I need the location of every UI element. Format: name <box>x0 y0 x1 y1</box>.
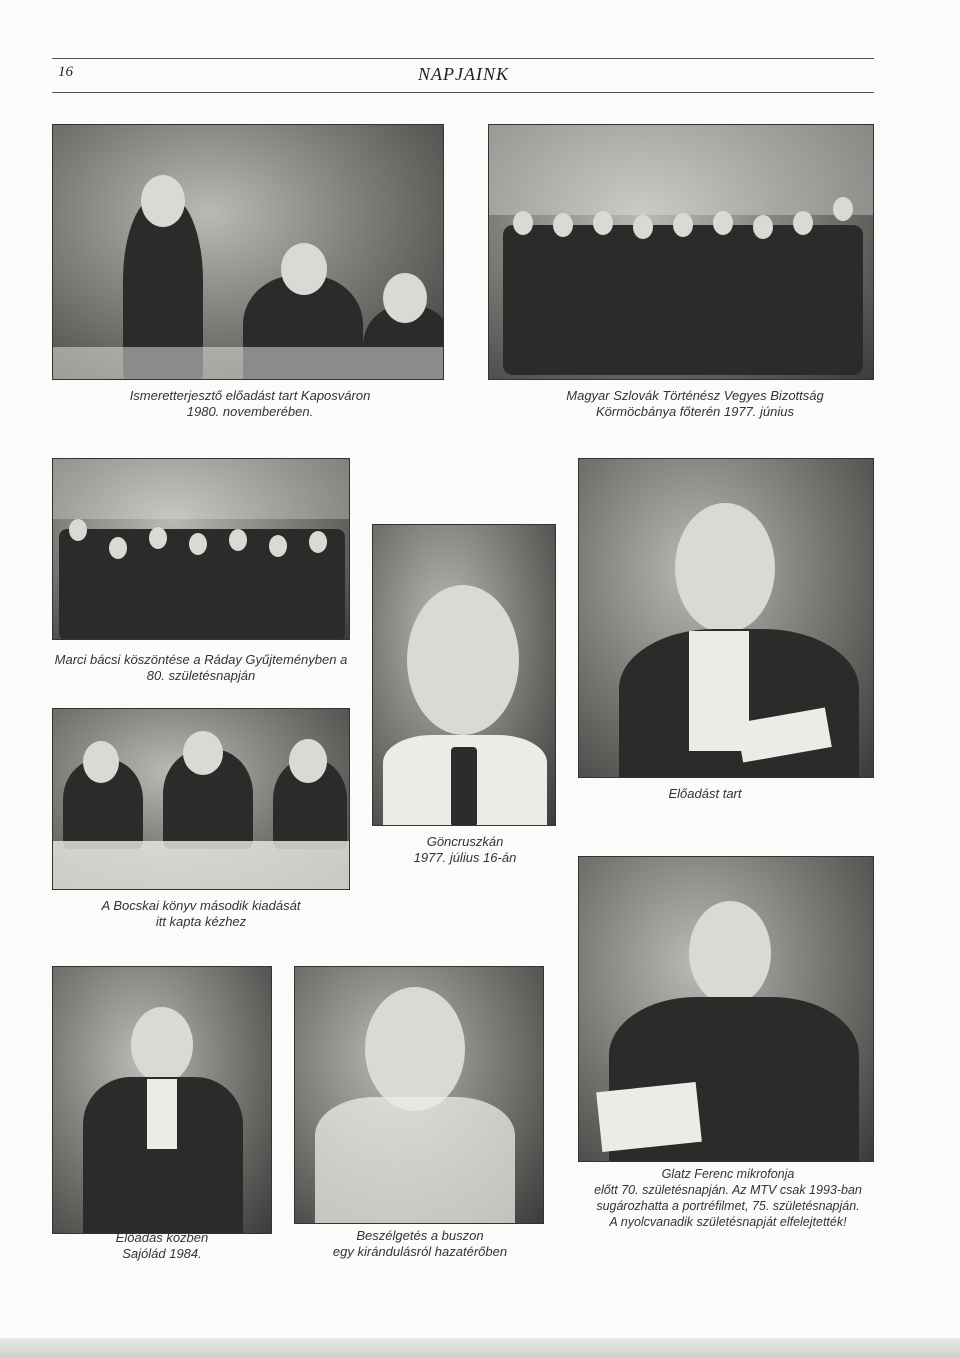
caption-line: Körmöcbánya főterén 1977. június <box>595 404 794 419</box>
caption-buszon <box>300 1228 540 1260</box>
caption-line: előtt 70. születésnapján. Az MTV csak 1993-ban <box>594 1183 862 1197</box>
caption-line: Beszélgetés a buszon <box>356 1228 484 1243</box>
journal-title: NAPJAINK <box>418 64 509 84</box>
photo-goncruszka-portrait <box>372 524 556 826</box>
photo-kaposvar-lecture <box>52 124 444 380</box>
caption-bocskai <box>52 898 350 930</box>
caption-kaposvar <box>100 388 400 420</box>
caption-line: itt kapta kézhez <box>155 914 247 929</box>
photo-glatz-interview <box>578 856 874 1162</box>
caption-line: Glatz Ferenc mikrofonja <box>661 1167 795 1181</box>
photo-bocskai-book <box>52 708 350 890</box>
caption-line: A nyolcvanadik születésnapját elfelejtették! <box>609 1215 847 1229</box>
caption-line: Sajólád 1984. <box>122 1246 202 1261</box>
caption-sajolad <box>52 1230 272 1262</box>
photo-lecturing-portrait <box>578 458 874 778</box>
page-number: 16 <box>58 64 73 80</box>
header-top-rule <box>52 58 874 59</box>
caption-line: 1977. július 16-án <box>413 850 517 865</box>
caption-line: Magyar Szlovák Történész Vegyes Bizottság <box>566 388 824 403</box>
photo-raday-celebration <box>52 458 350 640</box>
header-bottom-rule <box>52 92 874 93</box>
caption-line: Göncruszkán <box>426 834 504 849</box>
scan-bottom-edge <box>0 1338 960 1358</box>
caption-line: Ismeretterjesztő előadást tart Kaposváron <box>129 388 371 403</box>
caption-line: egy kirándulásról hazatérőben <box>332 1244 508 1259</box>
caption-goncruszka <box>360 834 570 866</box>
caption-kormocbanya <box>530 388 860 420</box>
caption-line: Marci bácsi köszöntése a Ráday Gyűjteményben a <box>54 652 348 667</box>
caption-raday <box>52 652 350 684</box>
caption-eloadast-tart <box>640 786 770 802</box>
caption-line: sugározhatta a portréfilmet, 75. születésnapján. <box>596 1199 860 1213</box>
caption-line: Előadást tart <box>668 786 742 801</box>
caption-line: 1980. novemberében. <box>186 404 314 419</box>
photo-kormocbanya-group <box>488 124 874 380</box>
caption-line: 80. születésnapján <box>146 668 256 683</box>
caption-line: Előadás közben <box>115 1230 209 1245</box>
photo-sajolad-lecture <box>52 966 272 1234</box>
caption-line: A Bocskai könyv második kiadását <box>101 898 301 913</box>
caption-glatz <box>580 1166 876 1230</box>
photo-bus-conversation <box>294 966 544 1224</box>
